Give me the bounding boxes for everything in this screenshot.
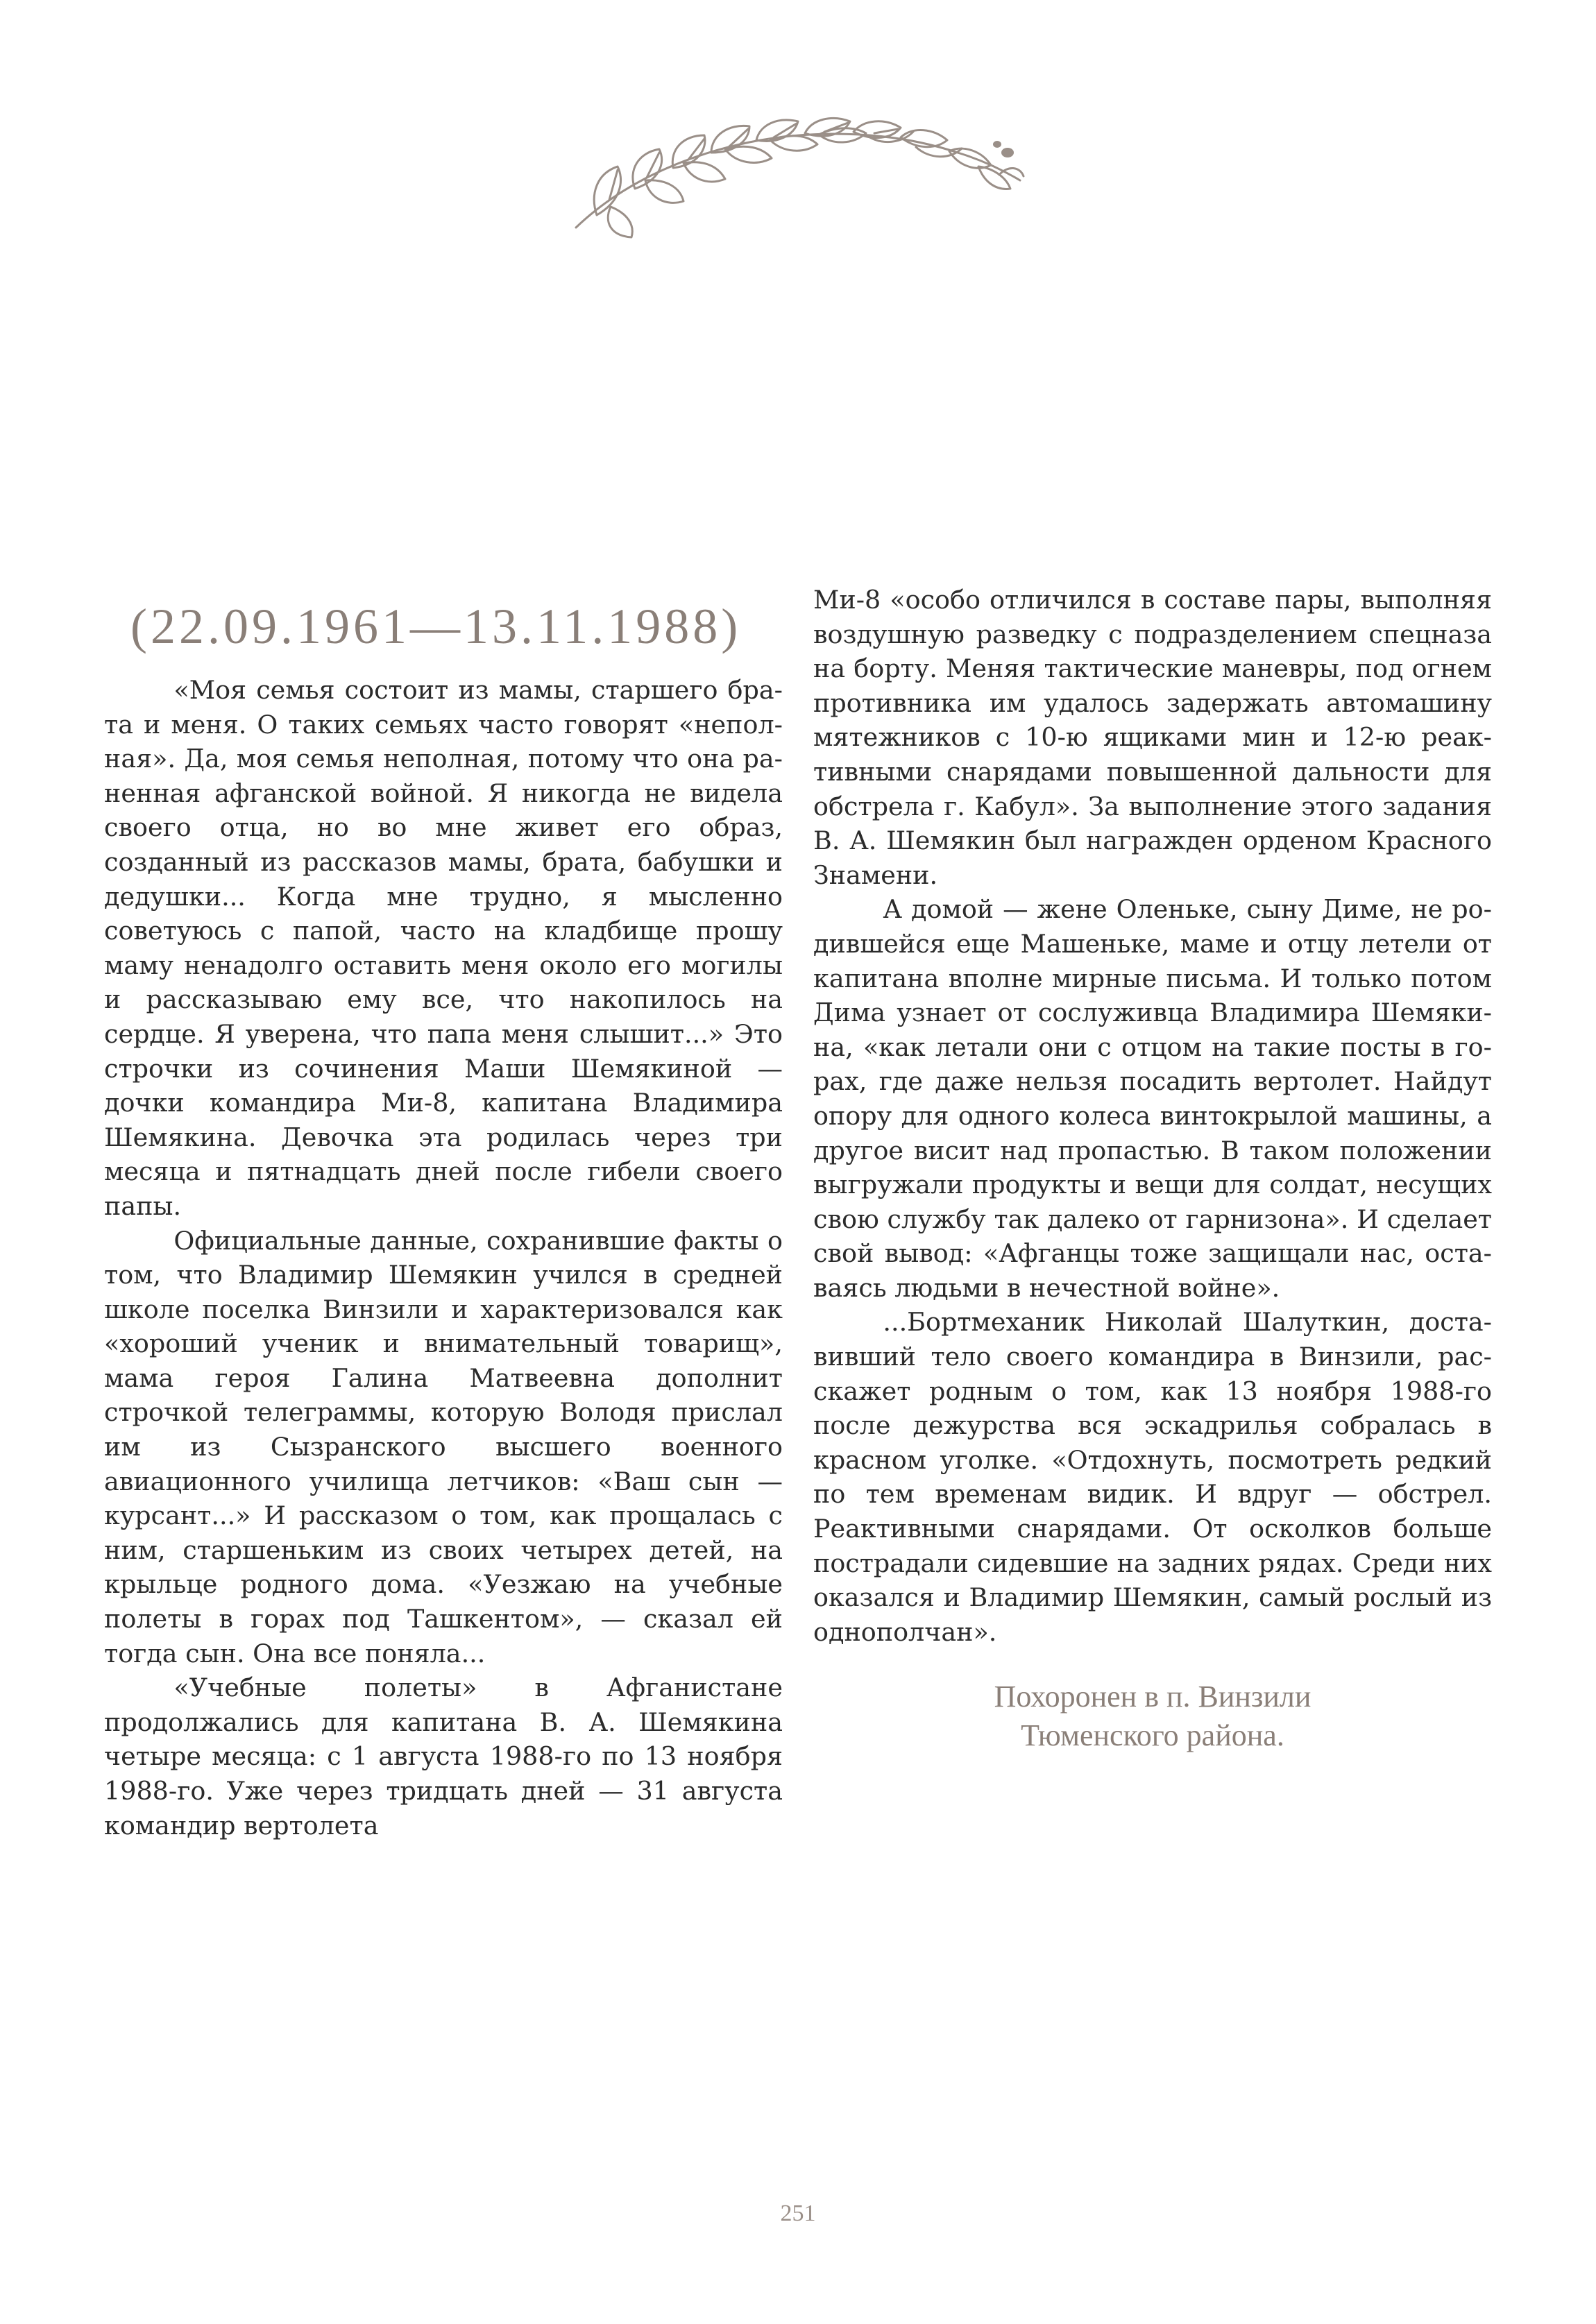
- life-dates-heading: (22.09.1961—13.11.1988): [130, 599, 742, 654]
- burial-note: [813, 1677, 1492, 1755]
- burial-line: Тюменского района.: [1021, 1718, 1284, 1752]
- paragraph: «Учебные полеты» в Афганистане продолжались для капитана В. А. Шемякина четыре месяца: с 1 августа 1988-го по 13 ноября 1988-го. Уже через тридцать дней — 31 августа командир вертолета: [104, 1673, 783, 1840]
- page-number: 251: [780, 2201, 816, 2226]
- paragraph: А домой — жене Оленьке, сыну Диме, не родившейся еще Машеньке, маме и отцу летели от капитана вполне мирные письма. И только потом Дима узнает от сослуживца Владимира Шемякина, «как летали они с отцом на такие посты в горах, где даже нельзя посадить вертолет. Найдут опору для одного колеса винтокрылой машины, а другое висит над пропастью. В таком положении выгружали продукты и вещи для солдат, несущих свою службу так далеко от гарнизона». И сделает свой вывод: «Афганцы тоже защищали нас, оставаясь людьми в нечестной войне».: [813, 894, 1492, 1303]
- burial-line: Похоронен в п. Винзили: [994, 1680, 1311, 1714]
- left-text-column: [104, 673, 783, 1843]
- paragraph: Ми-8 «особо отличился в составе пары, выполняя воздушную разведку с подразделением спецназа на борту. Меняя тактические маневры, под огнем противника им удалось задержать автомашину мятежников с 10-ю ящиками мин и 12-ю реактивными снарядами повышенной дальности для обстрела г. Кабул». За выполнение этого задания В. А. Шемякин был награжден орденом Красного Знамени.: [813, 585, 1492, 890]
- oak-branch-icon: [569, 111, 1027, 243]
- paragraph: ...Бортмеханик Николай Шалуткин, доставивший тело своего командира в Винзили, расскажет родным о том, как 13 ноября 1988-го после дежурства вся эскадрилья собралась в красном уголке. «Отдохнуть, посмотреть редкий по тем временам видик. И вдруг — обстрел. Реактивными снарядами. От осколков больше пострадали сидевшие на задних рядах. Среди них оказался и Владимир Шемякин, самый рослый из однополчан».: [813, 1307, 1492, 1647]
- right-text-column: [813, 583, 1492, 1649]
- paragraph: Официальные данные, сохранившие факты о том, что Владимир Шемякин учился в средней школе поселка Винзили и характеризовался как «хороший ученик и внимательный товарищ», мама героя Галина Матвеевна дополнит строчкой телеграммы, которую Володя прислал им из Сызранского высшего военного авиационного училища летчиков: «Ваш сын — курсант...» И рассказом о том, как прощалась с ним, старшеньким из своих четырех детей, на крыльце родного дома. «Уезжаю на учебные полеты в горах под Ташкентом», — сказал ей тогда сын. Она все поняла...: [104, 1225, 783, 1668]
- paragraph: «Моя семья состоит из мамы, старшего брата и меня. О таких семьях часто говорят «неполная». Да, моя семья неполная, потому что она раненная афганской войной. Я никогда не видела своего отца, но во мне живет его образ, созданный из рассказов мамы, брата, бабушки и дедушки... Когда мне трудно, я мысленно советуюсь с папой, часто на кладбище прошу маму ненадолго оставить меня около его могилы и рассказываю ему все, что накопилось на сердце. Я уверена, что папа меня слышит...» Это строчки из сочинения Маши Шемякиной — дочки командира Ми-8, капитана Владимира Шемякина. Девочка эта родилась через три месяца и пятнадцать дней после гибели своего папы.: [104, 675, 783, 1221]
